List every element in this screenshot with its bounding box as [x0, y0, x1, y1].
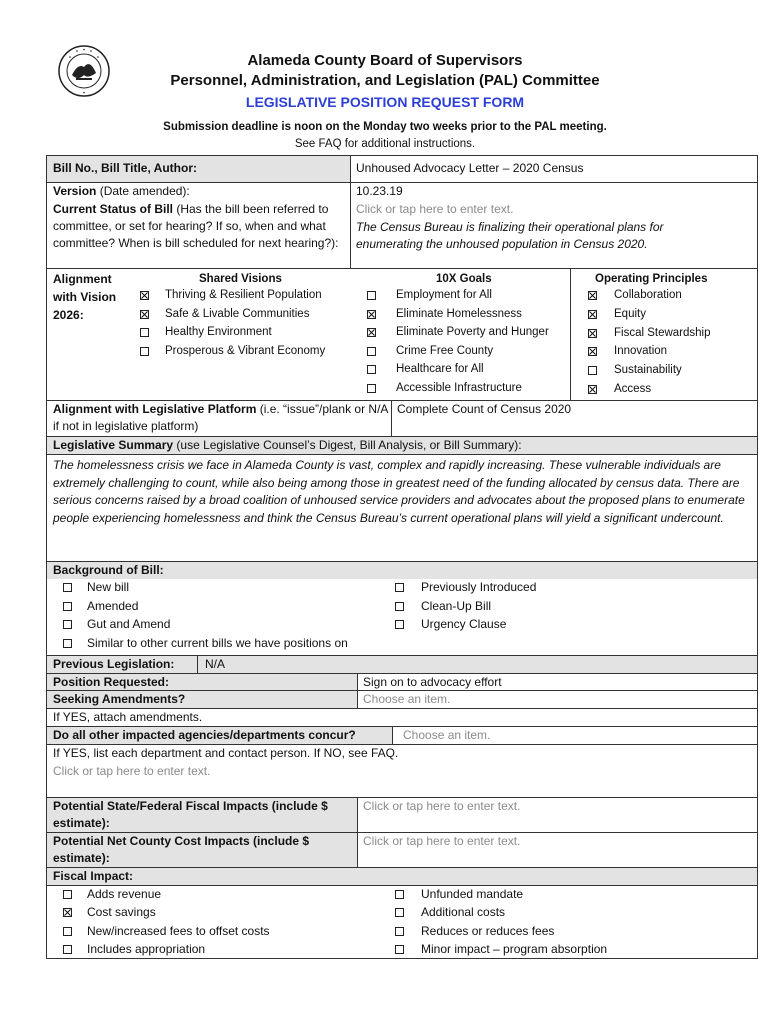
concur-note: If YES, list each department and contact person. If NO, see FAQ. [53, 746, 399, 760]
summary-label: Legislative Summary (use Legislative Counsel’s Digest, Bill Analysis, or Bill Summary): [53, 438, 522, 452]
checkbox-label: Thriving & Resilient Population [165, 289, 322, 301]
county-cost-impacts-value[interactable]: Click or tap here to enter text. [363, 834, 521, 848]
checkbox-label: Safe & Livable Communities [165, 307, 310, 320]
faq-note: See FAQ for additional instructions. [294, 138, 476, 150]
checkbox-label: Urgency Clause [421, 617, 507, 631]
checkbox[interactable] [63, 890, 72, 899]
checkbox[interactable] [367, 365, 376, 374]
checkbox[interactable] [588, 366, 597, 375]
checkbox-label: Fiscal Stewardship [614, 326, 711, 339]
state-federal-impacts-value[interactable]: Click or tap here to enter text. [363, 799, 521, 813]
checkbox[interactable] [395, 583, 404, 592]
background-label: Background of Bill: [53, 563, 164, 577]
checkbox[interactable] [140, 347, 149, 356]
status-label: Current Status of Bill (Has the bill been referred to committee, or set for hearing? If so, when and what committee? When is bill scheduled for next hearing?): [53, 202, 339, 250]
checkbox[interactable] [367, 291, 376, 300]
checkbox[interactable] [63, 602, 72, 611]
checkbox[interactable] [63, 908, 72, 917]
version-label: Version (Date amended): [53, 184, 190, 198]
checkbox[interactable] [395, 927, 404, 936]
concur-label: Do all other impacted agencies/departments concur? [53, 728, 356, 742]
checkbox-label: Adds revenue [87, 887, 162, 901]
state-federal-impacts-label: Potential State/Federal Fiscal Impacts (include $ estimate): [53, 799, 328, 830]
committee-title: Personnel, Administration, and Legislation (PAL) Committee [170, 72, 600, 89]
checkbox-label: Access [614, 383, 652, 395]
checkbox[interactable] [63, 620, 72, 629]
checkbox[interactable] [367, 384, 376, 393]
status-value[interactable]: The Census Bureau is finalizing their operational plans for enumerating the unhoused population in Census 2020. [356, 220, 664, 251]
checkbox[interactable] [63, 927, 72, 936]
position-label: Position Requested: [53, 675, 170, 689]
checkbox-label: Clean-Up Bill [421, 598, 492, 613]
checkbox-label: Minor impact – program absorption [421, 941, 608, 956]
checkbox-label: Amended [87, 598, 139, 613]
checkbox[interactable] [63, 583, 72, 592]
checkbox[interactable] [395, 602, 404, 611]
status-placeholder[interactable]: Click or tap here to enter text. [356, 202, 514, 216]
bill-label: Bill No., Bill Title, Author: [53, 161, 197, 175]
checkbox-label: New bill [87, 580, 130, 594]
checkbox-label: Eliminate Poverty and Hunger [396, 326, 549, 338]
bill-value[interactable]: Unhoused Advocacy Letter – 2020 Census [356, 161, 584, 175]
alignment-label-line-1: Alignment [53, 272, 112, 286]
checkbox-label: Innovation [614, 345, 668, 358]
checkbox-label: Healthcare for All [396, 363, 484, 375]
position-value[interactable]: Sign on to advocacy effort [363, 675, 502, 689]
checkbox[interactable] [588, 329, 597, 338]
checkbox[interactable] [395, 908, 404, 917]
platform-value[interactable]: Complete Count of Census 2020 [397, 402, 572, 416]
previous-legislation-label: Previous Legislation: [53, 657, 175, 671]
county-cost-impacts-label: Potential Net County Cost Impacts (include $ estimate): [53, 834, 310, 865]
checkbox[interactable] [140, 291, 149, 300]
checkbox-label: Collaboration [614, 289, 682, 301]
alignment-label-line-2: with Vision [53, 290, 117, 304]
checkbox-label: Accessible Infrastructure [396, 381, 522, 394]
checkbox-label: Equity [614, 307, 646, 320]
checkbox-label: New/increased fees to offset costs [87, 923, 270, 938]
checkbox-label: Includes appropriation [87, 941, 206, 956]
deadline-note: Submission deadline is noon on the Monday two weeks prior to the PAL meeting. [163, 121, 607, 133]
platform-label: Alignment with Legislative Platform (i.e. “issue”/plank or N/A if not in legislative platform) [53, 402, 388, 433]
alignment-label-line-3: 2026: [53, 308, 84, 322]
checkbox-label: Additional costs [421, 905, 506, 920]
shared-visions-heading: Shared Visions [199, 273, 282, 285]
checkbox[interactable] [140, 328, 149, 337]
checkbox-label: Previously Introduced [421, 580, 537, 594]
checkbox-label: Prosperous & Vibrant Economy [165, 344, 326, 357]
checkbox[interactable] [140, 310, 149, 319]
previous-legislation-value[interactable]: N/A [205, 657, 226, 671]
checkbox-label: Gut and Amend [87, 617, 171, 631]
form-title: LEGISLATIVE POSITION REQUEST FORM [245, 94, 525, 110]
checkbox-label: Cost savings [87, 905, 156, 920]
checkbox[interactable] [588, 291, 597, 300]
checkbox[interactable] [395, 620, 404, 629]
checkbox-label: Similar to other current bills we have positions on [87, 635, 348, 650]
principles-heading: Operating Principles [595, 273, 708, 285]
checkbox-label: Eliminate Homelessness [396, 307, 522, 320]
concur-placeholder[interactable]: Click or tap here to enter text. [53, 764, 211, 778]
checkbox[interactable] [367, 328, 376, 337]
checkbox[interactable] [367, 310, 376, 319]
checkbox[interactable] [588, 347, 597, 356]
checkbox[interactable] [367, 347, 376, 356]
concur-dropdown[interactable]: Choose an item. [403, 728, 491, 742]
board-title: Alameda County Board of Supervisors [247, 52, 523, 69]
amendments-label: Seeking Amendments? [53, 692, 186, 706]
checkbox[interactable] [588, 385, 597, 394]
checkbox[interactable] [63, 945, 72, 954]
checkbox-label: Crime Free County [396, 344, 494, 357]
checkbox-label: Employment for All [396, 289, 492, 301]
checkbox[interactable] [588, 310, 597, 319]
checkbox[interactable] [395, 945, 404, 954]
fiscal-impact-label: Fiscal Impact: [53, 869, 134, 883]
checkbox[interactable] [395, 890, 404, 899]
checkbox[interactable] [63, 639, 72, 648]
checkbox-label: Sustainability [614, 364, 682, 377]
request-form-table [46, 155, 758, 959]
version-value[interactable]: 10.23.19 [356, 184, 403, 198]
amendments-note: If YES, attach amendments. [53, 710, 203, 724]
checkbox-label: Healthy Environment [165, 326, 272, 338]
summary-text[interactable]: The homelessness crisis we face in Alameda County is vast, complex and rapidly increasing. These vulnerable individuals are extremely challenging to count, while also being among those in greatest need of the funding allocated by census data. There are serious concerns raised by a broad coalition of unhoused service providers and advocates about the proposed plans to enumerate people experiencing homelessness and think the Census Bureau’s current operational plans will yield a significant undercount. [53, 458, 745, 525]
checkbox-label: Reduces or reduces fees [421, 923, 555, 938]
checkbox-label: Unfunded mandate [421, 887, 524, 901]
amendments-dropdown[interactable]: Choose an item. [363, 692, 451, 706]
goals-heading: 10X Goals [436, 273, 492, 285]
